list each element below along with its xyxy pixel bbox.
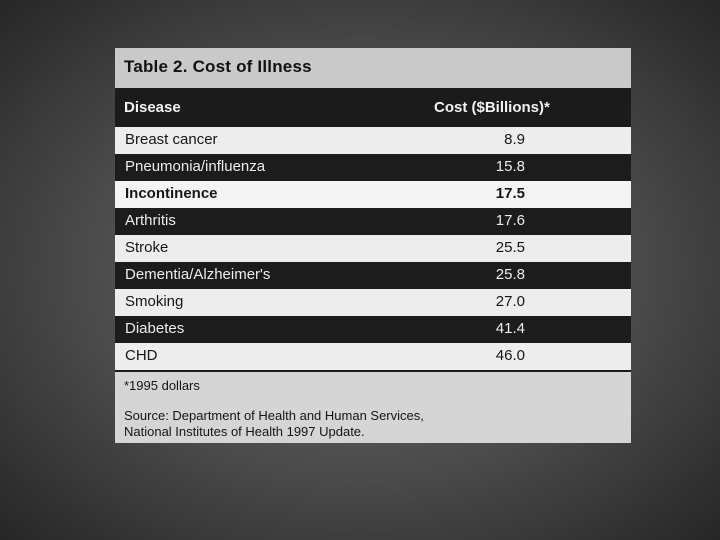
table-row [115,343,631,370]
cost-cell: 25.8 [495,266,525,283]
table-title: Table 2. Cost of Illness [124,57,312,76]
cost-cell: 27.0 [495,293,525,310]
table-row [115,181,631,208]
table-body [115,127,631,370]
table-row [115,208,631,235]
table-row [115,235,631,262]
disease-cell: Smoking [125,293,184,310]
cost-cell: 41.4 [495,320,525,337]
cost-cell: 25.5 [495,239,525,256]
cost-cell: 17.5 [495,185,525,202]
cost-cell: 8.9 [504,131,525,148]
table-row [115,154,631,181]
disease-cell: Breast cancer [125,131,218,148]
title-band [115,48,631,90]
disease-cell: Pneumonia/influenza [125,158,266,175]
disease-cell: CHD [125,347,158,364]
disease-cell: Incontinence [125,185,218,202]
table-row [115,289,631,316]
cost-cell: 15.8 [495,158,525,175]
source-line-2: National Institutes of Health 1997 Update. [124,424,365,439]
source-citation [124,408,424,440]
cost-cell: 17.6 [495,212,525,229]
disease-cell: Stroke [125,239,169,256]
source-line-1: Source: Department of Health and Human Services, [124,408,424,423]
disease-cell: Dementia/Alzheimer's [125,266,271,283]
cost-cell: 46.0 [495,347,525,364]
scanned-table-image [115,48,631,443]
disease-cell: Diabetes [125,320,185,337]
column-header-cost: Cost ($Billions)* [434,99,550,116]
table-header-row [115,90,631,127]
column-header-disease: Disease [124,99,181,116]
table-footer [115,370,631,443]
footnote: *1995 dollars [124,378,200,393]
table-row [115,262,631,289]
disease-cell: Arthritis [125,212,176,229]
table-row [115,127,631,154]
table-row [115,316,631,343]
